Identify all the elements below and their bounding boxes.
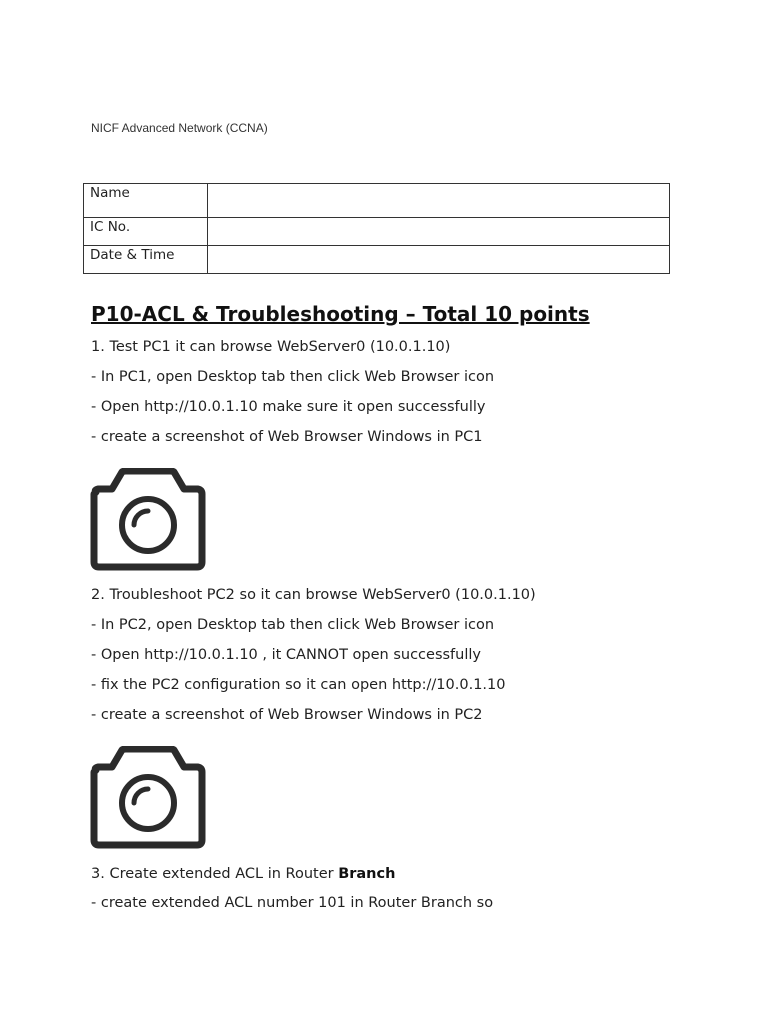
ic-no-value xyxy=(208,218,670,246)
section2-step: - Open http://10.0.1.10 , it CANNOT open successfully xyxy=(91,647,481,663)
section2-step: - fix the PC2 configuration so it can open http://10.0.1.10 xyxy=(91,677,506,693)
section2-heading: 2. Troubleshoot PC2 so it can browse WebServer0 (10.0.1.10) xyxy=(91,587,536,603)
camera-icon xyxy=(90,468,206,571)
page-title: P10-ACL & Troubleshooting – Total 10 points xyxy=(91,302,590,326)
section3-heading-text: 3. Create extended ACL in Router xyxy=(91,866,339,882)
section1-step: - In PC1, open Desktop tab then click Web Browser icon xyxy=(91,369,495,385)
section1-step: - create a screenshot of Web Browser Windows in PC1 xyxy=(91,429,483,445)
student-info-table xyxy=(83,183,670,274)
course-header: NICF Advanced Network (CCNA) xyxy=(91,121,268,135)
ic-no-label: IC No. xyxy=(84,218,208,246)
section1-heading: 1. Test PC1 it can browse WebServer0 (10.0.1.10) xyxy=(91,339,451,355)
name-value xyxy=(208,184,670,218)
section3-step: - create extended ACL number 101 in Router Branch so xyxy=(91,895,494,911)
table-row xyxy=(84,184,670,218)
table-row xyxy=(84,246,670,274)
table-row xyxy=(84,218,670,246)
name-label: Name xyxy=(84,184,208,218)
section1-step: - Open http://10.0.1.10 make sure it open successfully xyxy=(91,399,486,415)
section3-heading xyxy=(91,866,395,882)
camera-icon xyxy=(90,746,206,849)
date-time-label: Date & Time xyxy=(84,246,208,274)
router-name-bold: Branch xyxy=(338,866,396,882)
section2-step: - In PC2, open Desktop tab then click Web Browser icon xyxy=(91,617,495,633)
date-time-value xyxy=(208,246,670,274)
section2-step: - create a screenshot of Web Browser Windows in PC2 xyxy=(91,707,483,723)
